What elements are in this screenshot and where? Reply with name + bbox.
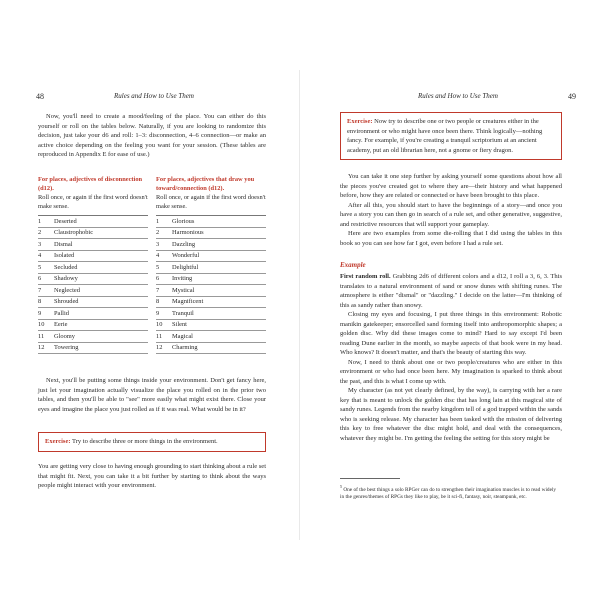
- adjective: Claustrophobic: [54, 229, 94, 237]
- page-number: 49: [568, 92, 576, 101]
- roll-number: 5: [38, 263, 42, 271]
- table-row: [38, 228, 148, 240]
- table-row: [38, 239, 148, 251]
- table-row: [156, 239, 266, 251]
- adjective: Harmonious: [172, 229, 204, 237]
- roll-number: 10: [156, 321, 163, 329]
- adjective: Tranquil: [172, 309, 194, 317]
- table-row: [156, 228, 266, 240]
- adjective: Dismal: [54, 240, 73, 248]
- exercise-text: Now try to describe one or two people or creatures either in the environment or who might have once been there. Think logically—nothing fancy. For example, if you're creating a tranquil scriptorium at an ancient academy, put an old librarian here, not a gnome or fiery dragon.: [347, 118, 543, 154]
- roll-number: 1: [156, 217, 160, 225]
- paragraph: First random roll. Grabbing 2d6 of different colors and a d12, I roll a 3, 6, 3. This translates to a natural environment of sand or snow dunes with shifting runes. The atmosphere is either "dismal" or "dazzling." I decide on the latter—I'm thinking of this as sandy rather than snowy.: [340, 273, 562, 309]
- footnote: [340, 483, 560, 502]
- example-heading: Example: [340, 261, 366, 269]
- roll-number: 11: [156, 332, 163, 340]
- roll-number: 7: [156, 286, 160, 294]
- adjective: Shadowy: [54, 275, 78, 283]
- table-row: [38, 343, 148, 355]
- roll-number: 12: [38, 344, 45, 352]
- roll-number: 9: [38, 309, 42, 317]
- adjective: Gloomy: [54, 332, 75, 340]
- exercise-text: Try to describe three or more things in the environment.: [70, 438, 218, 445]
- table-rows: [38, 215, 148, 354]
- roll-number: 2: [38, 229, 42, 237]
- roll-number: 8: [156, 298, 160, 306]
- exercise-box: [340, 112, 562, 160]
- disconnection-table: [38, 175, 148, 354]
- paragraph: You are getting very close to having enough grounding to start thinking about a rule set that might fit. Next, you can take it a bit further by starting to think about the ways people might interact with your environment.: [38, 463, 266, 489]
- running-head: Rules and How to Use Them: [418, 92, 498, 100]
- paragraph: My character (as not yet clearly defined, by the way), is carrying with her a rare key that is meant to unlock the golden disc that has long lain at this magical site of sandy runes. Legends from the nearby kingdom tell of a god trapped within the sands who is seeking release. My character has been tasked with the mission of delivering this key to free whatever the disc might hold, and deal with the consequences, whatever they might be. I'm getting the feeling the setting for this story might be: [340, 387, 562, 442]
- adjective: Isolated: [54, 252, 75, 260]
- table-row: [156, 297, 266, 309]
- table-row: [156, 274, 266, 286]
- table-rows: [156, 215, 266, 354]
- roll-number: 5: [156, 263, 160, 271]
- table-heading: For places, adjectives that draw you toward/connection (d12).: [156, 176, 255, 192]
- adjective: Neglected: [54, 286, 80, 294]
- roll-number: 7: [38, 286, 42, 294]
- table-subheading: Roll once, or again if the first word doesn't make sense.: [156, 194, 266, 210]
- right-page: [300, 0, 600, 600]
- roll-number: 8: [38, 298, 42, 306]
- table-row: [38, 320, 148, 332]
- adjective: Dazzling: [172, 240, 196, 248]
- adjective: Eerie: [54, 321, 68, 329]
- body-paragraph: [38, 376, 266, 414]
- body-text: [340, 172, 562, 248]
- paragraph: Now, you'll need to create a mood/feeling of the place. You can either do this yourself or roll on the tables below. Naturally, if you are looking to randomize this decision, just take your d6 and roll: 1–3: disconnection, 4–6 connection—or make an active choice depending on the feeling you want for your session. (These tables are reproduced in Appendix E for ease of use.): [38, 113, 266, 158]
- table-row: [38, 297, 148, 309]
- paragraph: Next, you'll be putting some things inside your environment. Don't get fancy here, just let your imagination actually visualize the place you rolled on in the prior two tables, and then you'll be able to "see" more easily what might exist there. Close your eyes and imagine the place you just rolled as if it was real. What would be in it?: [38, 377, 266, 413]
- roll-number: 2: [156, 229, 160, 237]
- adjective: Wonderful: [172, 252, 200, 260]
- adjective: Deserted: [54, 217, 77, 225]
- table-row: [38, 251, 148, 263]
- roll-number: 4: [38, 252, 42, 260]
- table-row: [156, 343, 266, 355]
- roll-number: 3: [156, 240, 160, 248]
- roll-number: 10: [38, 321, 45, 329]
- table-row: [156, 262, 266, 274]
- adjective: Magical: [172, 332, 193, 340]
- table-heading: For places, adjectives of disconnection (d12).: [38, 176, 143, 192]
- table-row: [156, 285, 266, 297]
- roll-number: 12: [156, 344, 163, 352]
- running-head: Rules and How to Use Them: [114, 92, 194, 100]
- table-row: [156, 331, 266, 343]
- roll-number: 9: [156, 309, 160, 317]
- table-row: [156, 320, 266, 332]
- intro-paragraph: [38, 112, 266, 160]
- exercise-box: [38, 432, 266, 452]
- adjective: Magnificent: [172, 298, 204, 306]
- roll-number: 4: [156, 252, 160, 260]
- paragraph: Now, I need to think about one or two people/creatures who are either in this environment or who had once been here. My imagination is sparked to think about the past, and this is what I come up with.: [340, 358, 562, 385]
- table-subheading: Roll once, or again if the first word doesn't make sense.: [38, 194, 148, 210]
- roll-number: 6: [38, 275, 42, 283]
- table-row: [38, 262, 148, 274]
- connection-table: [156, 175, 266, 354]
- body-paragraph: [38, 462, 266, 491]
- paragraph: Closing my eyes and focusing, I put three things in this environment: Robotic manikin gatekeeper; ensorcelled sand forming itself into anthropomorphic shapes; a golden disc. Why did these images come to mind? Hard to say except I'd been reading Dune earlier in the month, so maybe aspects of that book were in my head. Who knows? It doesn't matter, and that's the beauty of starting this way.: [340, 311, 562, 356]
- table-row: [156, 251, 266, 263]
- paragraph: After all this, you should start to have the beginnings of a story—and once you have a story you can then go in search of a rule set, and other generative, suggestive, and restrictive resources that will support your gameplay.: [340, 201, 562, 228]
- adjective: Shrouded: [54, 298, 79, 306]
- adjective: Secluded: [54, 263, 78, 271]
- roll-number: 6: [156, 275, 160, 283]
- adjective: Mystical: [172, 286, 195, 294]
- paragraph: Here are two examples from some die-rolling that I did using the tables in this book so you can see how far I got, even before I had a rule set.: [340, 230, 562, 247]
- example-text: [340, 272, 562, 443]
- footnote-rule: [340, 478, 400, 479]
- table-row: [38, 216, 148, 228]
- paragraph: You can take it one step further by asking yourself some questions about how all the pieces you've created got to where they are—their history and what happened before, how they are related or connected or have been brought to this place.: [340, 173, 562, 199]
- roll-number: 3: [38, 240, 42, 248]
- table-row: [38, 285, 148, 297]
- roll-number: 11: [38, 332, 45, 340]
- table-row: [38, 308, 148, 320]
- exercise-label: Exercise:: [45, 438, 71, 445]
- adjective: Silent: [172, 321, 187, 329]
- table-row: [156, 308, 266, 320]
- page-number: 48: [36, 92, 44, 101]
- roll-number: 1: [38, 217, 42, 225]
- adjective: Delightful: [172, 263, 199, 271]
- footnote-text: One of the best things a solo RPGer can do to strengthen their imagination muscles is to read widely in the genres/themes of RPGs they like to play, be it sci-fi, fantasy, noir, steampunk, etc.: [340, 486, 557, 501]
- table-row: [38, 274, 148, 286]
- table-row: [156, 216, 266, 228]
- table-row: [38, 331, 148, 343]
- exercise-label: Exercise:: [347, 118, 373, 125]
- footnote-mark: 5: [340, 484, 342, 489]
- bold-lead: First random roll.: [340, 273, 391, 280]
- adjective: Pallid: [54, 309, 69, 317]
- adjective: Charming: [172, 344, 198, 352]
- adjective: Glorious: [172, 217, 195, 225]
- adjective: Towering: [54, 344, 79, 352]
- adjective: Inviting: [172, 275, 193, 283]
